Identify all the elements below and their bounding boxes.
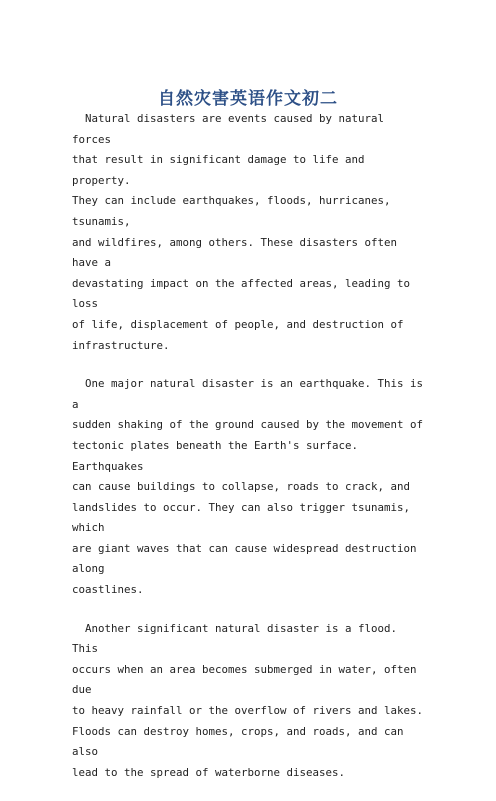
paragraph-flood: Another significant natural disaster is a flood. This occurs when an area becomes submerged in water, often due to heavy rainfall or the overflow of rivers and lakes. Floods can destroy homes, crops, and roads, and can also lead to the spread of waterborne diseases. bbox=[72, 621, 424, 779]
document-body bbox=[72, 109, 428, 801]
paragraph-earthquake: One major natural disaster is an earthquake. This is a sudden shaking of the ground caused by the movement of tectonic plates beneath the Earth's surface. Earthquakes can cause buildings to collapse, roads to crack, and landslides to occur. They can also trigger tsunamis, which are giant waves that can cause widespread destruction along coastlines. bbox=[72, 377, 424, 597]
page-title: 自然灾害英语作文初二 bbox=[158, 89, 338, 109]
paragraph-intro: Natural disasters are events caused by natural forces that result in significant damage to life and property. They can include earthquakes, floods, hurricanes, tsunamis, and wildfires, among others. These disasters often have a devastating impact on the affected areas, leading to loss of life, displacement of people, and destruction of infrastructure. bbox=[72, 112, 411, 352]
